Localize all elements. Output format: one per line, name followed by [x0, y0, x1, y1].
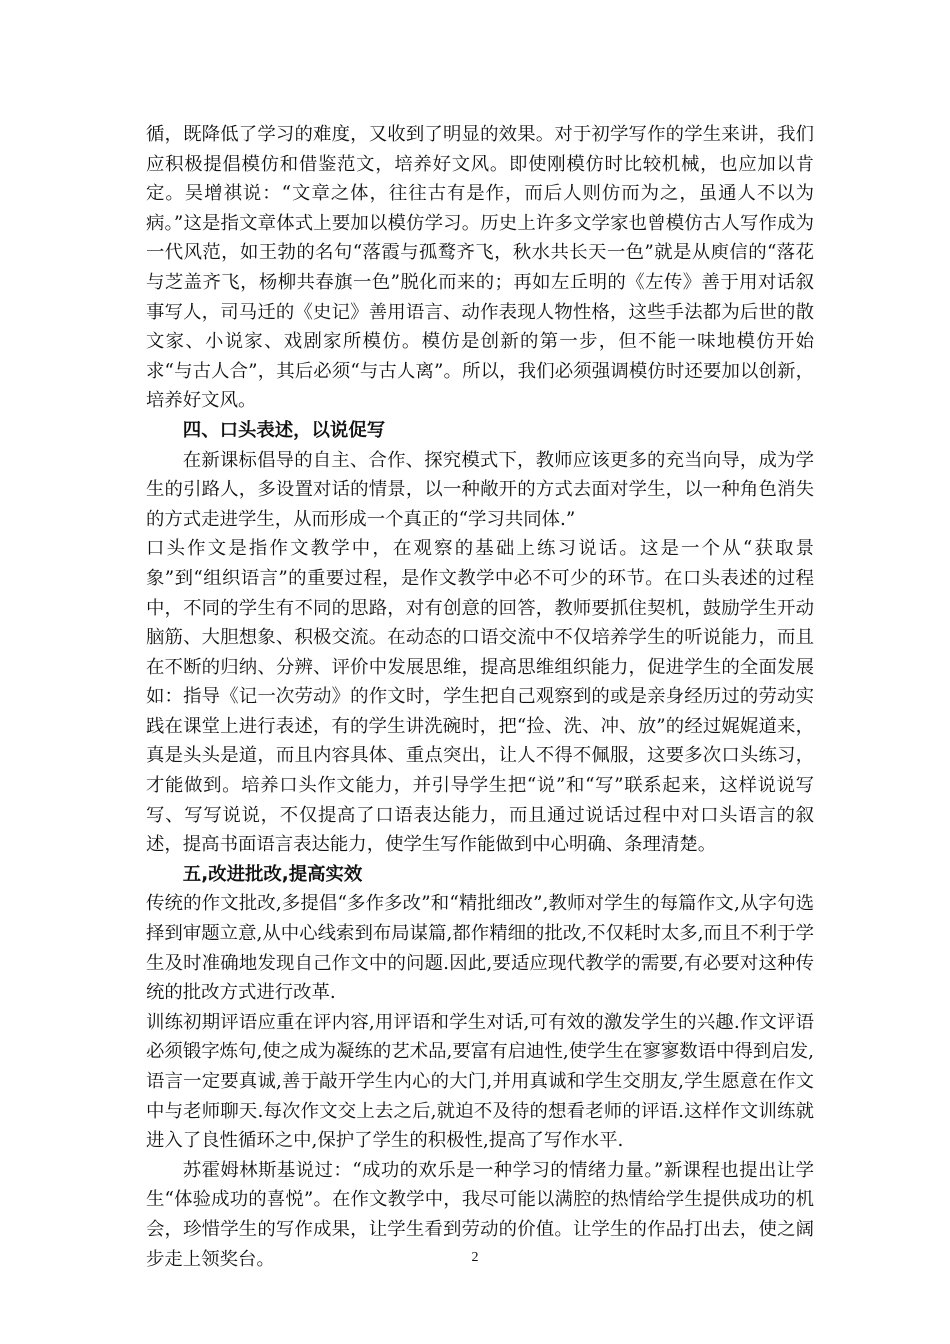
paragraph-success-joy: 苏霍姆林斯基说过：“成功的欢乐是一种学习的情绪力量。”新课程也提出让学生“体验成功的喜悦”。在作文教学中，我尽可能以满腔的热情给学生提供成功的机会，珍惜学生的写作成果，让学生看到劳动的价值。让学生的作品打出去，使之阔步走上领奖台。	[146, 1159, 814, 1270]
paragraph-oral-composition: 口头作文是指作文教学中，在观察的基础上练习说话。这是一个从“获取景象”到“组织语言”的重要过程，是作文教学中必不可少的环节。在口头表述的过程中，不同的学生有不同的思路，对有创意的回答，教师要抓住契机，鼓励学生开动脑筋、大胆想象、积极交流。在动态的口语交流中不仅培养学生的听说能力，而且在不断的归纳、分辨、评价中发展思维，提高思维组织能力，促进学生的全面发展如：指导《记一次劳动》的作文时，学生把自己观察到的或是亲身经历过的劳动实践在课堂上进行表述，有的学生讲洗碗时，把“捡、洗、冲、放”的经过娓娓道来，真是头头是道，而且内容具体、重点突出，让人不得不佩服，这要多次口头练习，才能做到。培养口头作文能力，并引导学生把“说”和“写”联系起来，这样说说写写、写写说说，不仅提高了口语表达能力，而且通过说话过程中对口头语言的叙述，提高书面语言表达能力，使学生写作能做到中心明确、条理清楚。	[146, 538, 814, 856]
paragraph-imitation-continued: 循，既降低了学习的难度，又收到了明显的效果。对于初学写作的学生来讲，我们应积极提倡模仿和借鉴范文，培养好文风。即使刚模仿时比较机械，也应加以肯定。吴增祺说：“文章之体，往往古有是作，而后人则仿而为之，虽通人不以为病。”这是指文章体式上要加以模仿学习。历史上许多文学家也曾模仿古人写作成为一代风范，如王勃的名句“落霞与孤鹜齐飞，秋水共长天一色”就是从庾信的“落花与芝盖齐飞，杨柳共春旗一色”脱化而来的；再如左丘明的《左传》善于用对话叙事写人，司马迁的《史记》善用语言、动作表现人物性格，这些手法都为后世的散文家、小说家、戏剧家所模仿。模仿是创新的第一步，但不能一味地模仿开始求“与古人合”，其后必须“与古人离”。所以，我们必须强调模仿时还要加以创新，培养好文风。	[146, 124, 814, 412]
paragraph-new-curriculum: 在新课标倡导的自主、合作、探究模式下，教师应该更多的充当向导，成为学生的引路人，多设置对话的情景，以一种敞开的方式去面对学生，以一种角色消失的方式走进学生，从而形成一个真正的“学习共同体.”	[146, 449, 814, 530]
paragraph-comment-training: 训练初期评语应重在评内容,用评语和学生对话,可有效的激发学生的兴趣.作文评语必须锻字炼句,使之成为凝练的艺术品,要富有启迪性,使学生在寥寥数语中得到启发,语言一定要真诚,善于敲开学生内心的大门,并用真诚和学生交朋友,学生愿意在作文中与老师聊天.每次作文交上去之后,就迫不及待的想看老师的评语.这样作文训练就进入了良性循环之中,保护了学生的积极性,提高了写作水平.	[146, 1011, 814, 1152]
page-number: 2	[471, 1250, 479, 1265]
paragraph-traditional-correction: 传统的作文批改,多提倡“多作多改”和“精批细改”,教师对学生的每篇作文,从字句选择到审题立意,从中心线索到布局谋篇,都作精细的批改,不仅耗时太多,而且不利于学生及时准确地发现自己作文中的问题.因此,要适应现代教学的需要,有必要对这种传统的批改方式进行改革.	[146, 893, 814, 1004]
section-heading-5: 五,改进批改,提高实效	[182, 863, 363, 885]
section-heading-4: 四、口头表述，以说促写	[182, 419, 386, 441]
document-body	[146, 120, 814, 1274]
